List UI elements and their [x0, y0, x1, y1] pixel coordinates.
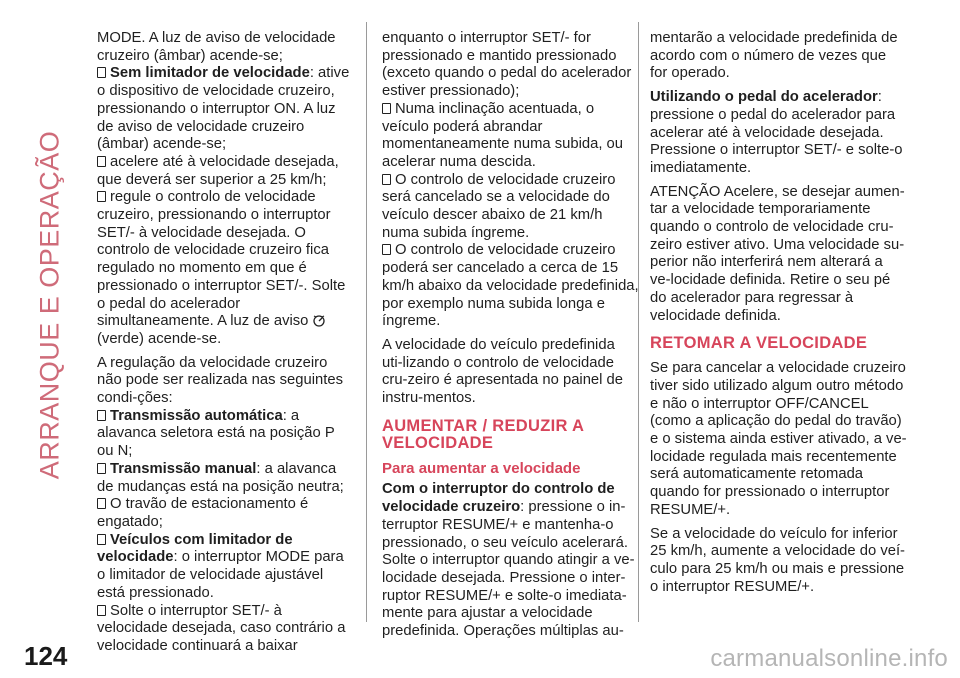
column-divider-1 — [366, 22, 367, 622]
paragraph-bold-lead: Utilizando o pedal do acelerador — [650, 89, 878, 106]
bullet-square-icon — [97, 498, 106, 509]
bullet-text: : a alavanca seletora está na posição P ou N; — [97, 407, 335, 460]
paragraph — [650, 89, 907, 178]
bullet-item — [97, 461, 354, 496]
section-heading: AUMENTAR / REDUZIR A VELOCIDADE — [382, 416, 584, 452]
bullet-bold-label: Transmissão manual — [110, 460, 257, 477]
bullet-item — [382, 101, 639, 172]
bullet-text: acelere até à velocidade desejada, que deverá ser superior a 25 km/h; — [97, 153, 339, 188]
bullet-text: : o interruptor MODE para o limitador de velocidade ajustável está pressionado. — [97, 549, 344, 601]
paragraph-text: : pressione o in-terruptor RESUME/+ e mantenha-o pressionado, o seu veículo acelerará. Solte o interruptor quando atingir a ve-locidade desejada. Pressione o inter-ruptor RESUME/+ e solte-o imediata-mente para ajustar a velocidade predefinida. Operações múltiplas au- — [382, 499, 635, 640]
bullet-text-end: (verde) acende-se. — [97, 330, 222, 347]
bullet-square-icon — [97, 191, 106, 202]
paragraph-bold-lead: Com o interruptor do controlo de velocidade cruzeiro — [382, 481, 615, 516]
bullet-square-icon — [97, 534, 106, 545]
bullet-text: Numa inclinação acentuada, o veículo poderá abrandar momentaneamente numa subida, ou acelerar numa descida. — [382, 100, 624, 170]
paragraph: Se a velocidade do veículo for inferior 25 km/h, aumente a velocidade do veí-culo para 25 km/h ou mais e pressione o interruptor RESUME/+. — [650, 525, 905, 595]
bullet-text: regule o controlo de velocidade cruzeiro, pressionando o interruptor SET/- à velocidade desejada. O controlo de velocidade cruzeiro fica regulado no momento em que é pressionado o interruptor SET/-. Solte o pedal do acelerador simultaneamente. A luz de aviso — [97, 189, 346, 330]
subsection-heading: Para aumentar a velocidade — [382, 459, 581, 477]
text-column-2 — [382, 30, 639, 647]
section-heading: RETOMAR A VELOCIDADE — [650, 334, 868, 353]
bullet-square-icon — [97, 605, 106, 616]
bullet-item — [97, 603, 354, 656]
bullet-bold-label: Sem limitador de velocidade — [110, 65, 310, 82]
section-side-title-text: ARRANQUE E OPERAÇÃO — [34, 130, 65, 480]
paragraph: mentarão a velocidade predefinida de acordo com o número de vezes que for operado. — [650, 30, 898, 82]
bullet-text: O controlo de velocidade cruzeiro poderá ser cancelado a cerca de 15 km/h abaixo da velocidade predefinida, por exemplo numa subida longa e íngreme. — [382, 242, 639, 330]
paragraph: A regulação da velocidade cruzeiro não pode ser realizada nas seguintes condi-ções: — [97, 354, 343, 407]
bullet-item — [97, 189, 354, 348]
bullet-square-icon — [382, 244, 391, 255]
paragraph: enquanto o interruptor SET/- for pressionado e mantido pressionado (exceto quando o pedal do acelerador estiver pressionado); — [382, 30, 632, 100]
bullet-text: : ative o dispositivo de velocidade cruzeiro, pressionando o interruptor ON. A luz de aviso de velocidade cruzeiro (âmbar) acende-se; — [97, 65, 350, 153]
bullet-square-icon — [97, 410, 106, 421]
bullet-item — [97, 496, 354, 531]
bullet-text: O controlo de velocidade cruzeiro será cancelado se a velocidade do veículo descer abaixo de 21 km/h numa subida íngreme. — [382, 171, 616, 241]
bullet-bold-label: Veículos com limitador de velocidade — [97, 531, 293, 566]
bullet-item — [382, 172, 639, 243]
paragraph: Se para cancelar a velocidade cruzeiro tiver sido utilizado algum outro método e não o interruptor OFF/CANCEL (como a aplicação do pedal do travão) e o sistema ainda estiver ativado, a ve-locidade regulada mais recentemente será automaticamente retomada quando for pressionado o interruptor RESUME/+. — [650, 360, 907, 518]
warning-paragraph: ATENÇÃO Acelere, se desejar aumen-tar a velocidade temporariamente quando o controlo de velocidade cru-zeiro estiver ativo. Uma velocidade su-perior não interferirá nem alterará a ve-locidade definida. Retire o seu pé do acelerador para regressar à velocidade definida. — [650, 183, 905, 324]
bullet-item — [97, 532, 354, 603]
bullet-item — [97, 408, 354, 461]
bullet-text: : a alavanca de mudanças está na posição neutra; — [97, 460, 344, 495]
page-number: 124 — [24, 641, 68, 671]
paragraph: A velocidade do veículo predefinida uti-lizando o controlo de velocidade cru-zeiro é apresentada no painel de instru-mentos. — [382, 336, 624, 407]
paragraph — [382, 481, 639, 640]
bullet-square-icon — [97, 463, 106, 474]
watermark: carmanualsonline.info — [710, 645, 948, 672]
cruise-control-warning-icon — [312, 313, 326, 327]
bullet-item — [382, 242, 639, 331]
text-column-1 — [97, 30, 354, 656]
bullet-text: O travão de estacionamento é engatado; — [97, 496, 309, 530]
bullet-square-icon — [382, 103, 391, 114]
bullet-bold-label: Transmissão automática — [110, 407, 283, 424]
paragraph: MODE. A luz de aviso de velocidade cruzeiro (âmbar) acende-se; — [97, 30, 336, 64]
bullet-item — [97, 65, 354, 154]
bullet-item — [97, 154, 354, 189]
bullet-text: Solte o interruptor SET/- à velocidade desejada, caso contrário a velocidade continuará a baixar — [97, 602, 346, 654]
paragraph-text: : pressione o pedal do acelerador para acelerar até à velocidade desejada. Pressione o interruptor SET/- e solte-o imediatamente. — [650, 89, 903, 176]
text-column-3 — [650, 30, 907, 602]
bullet-square-icon — [97, 156, 106, 167]
bullet-square-icon — [382, 174, 391, 185]
bullet-square-icon — [97, 67, 106, 78]
